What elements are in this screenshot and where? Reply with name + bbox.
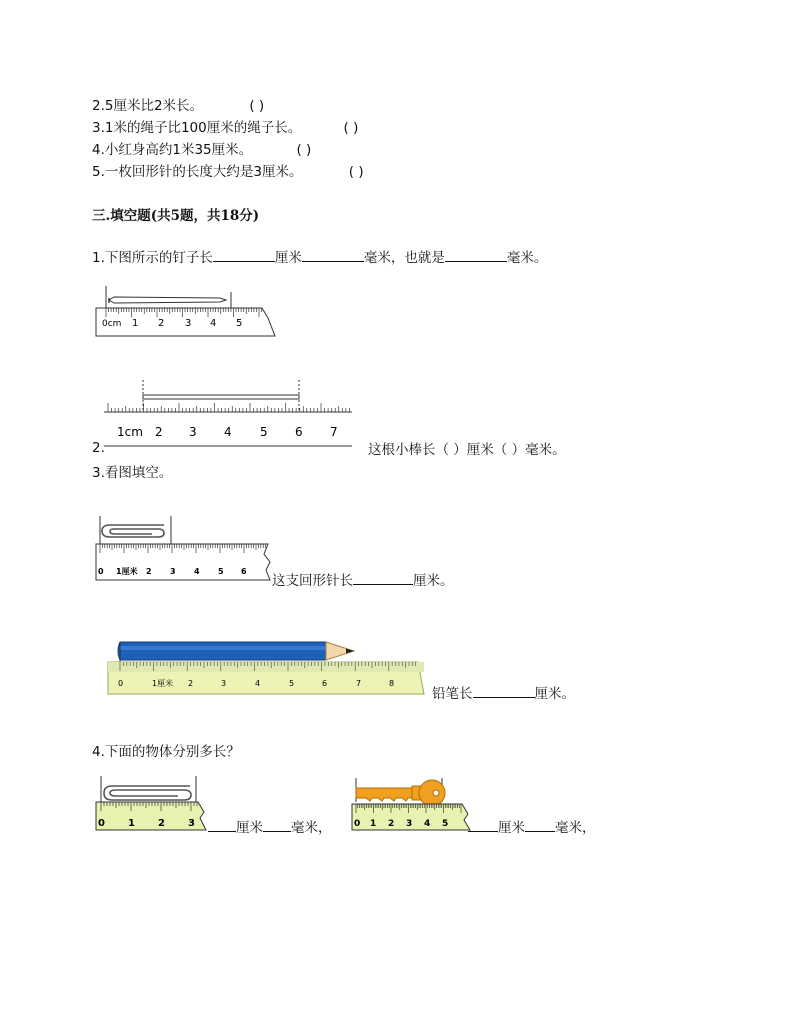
question-4b: 厘米 毫米， [468,816,596,836]
judgement-item-3 [92,116,358,136]
ruler-label: 1 [370,819,377,829]
paper-clip-icon [104,786,191,800]
pencil-icon [118,642,326,660]
ruler-label: 3 [221,679,227,688]
ruler-label: 5 [236,318,243,329]
answer-blank[interactable] [213,247,275,262]
ruler-label: 3 [170,567,176,576]
ruler-label: 1cm [117,425,143,439]
answer-paren[interactable]: ( ) [348,164,364,180]
ruler-label: 3 [406,819,413,829]
ruler-label: 2 [388,819,395,829]
judgement-text: 3.1米的绳子比100厘米的绳子长。 [92,120,302,136]
ruler-label: 4 [255,679,261,688]
answer-blank[interactable] [468,817,498,832]
ruler-label: 2 [158,318,165,329]
ruler-label: 2 [188,679,194,688]
ruler-label: 5 [218,567,224,576]
ruler-label: 1 [132,318,139,329]
question-4a: 厘米 毫米， [208,816,332,836]
ruler-label: 0 [98,567,104,576]
question-2-number: 2. [92,440,105,456]
nail-shape [109,297,226,303]
ruler-label: 5 [260,425,268,439]
answer-paren[interactable]: ( ) [249,98,265,114]
ruler-label: 5 [442,819,449,829]
judgement-text: 2.5厘米比2米长。 [92,98,204,114]
ruler-label: 0 [98,818,105,829]
ruler-label: 4 [424,819,431,829]
judgement-text: 5.一枚回形针的长度大约是3厘米。 [92,164,303,180]
answer-blank[interactable] [208,817,236,832]
judgement-item-2 [92,94,264,114]
stick [143,395,299,399]
ruler-label: 2 [146,567,152,576]
key-icon [356,780,445,806]
ruler-label: 7 [356,679,362,688]
clip-ruler-figure [94,514,272,584]
nail-ruler-figure [92,284,278,340]
section-title: 三.填空题(共5题，共18分) [92,208,260,224]
pencil-question: 铅笔长 厘米。 [432,682,575,702]
ruler-label: 5 [289,679,295,688]
ruler-label: 0 [354,819,361,829]
ruler-label: 0cm [102,319,122,329]
ruler-label: 8 [389,679,395,688]
answer-blank[interactable] [445,247,507,262]
question-1: 1.下图所示的钉子长 厘米 毫米，也就是 毫米。 [92,246,547,266]
ruler-label: 4 [224,425,232,439]
judgement-text: 4.小红身高约1米35厘米。 [92,142,253,158]
answer-blank[interactable] [473,683,535,698]
ruler-label: 6 [322,679,328,688]
ruler-label: 0 [118,679,124,688]
paper-clip-icon [102,525,164,537]
answer-blank[interactable] [263,817,291,832]
answer-blank[interactable] [302,247,364,262]
ruler-label: 1厘米 [116,567,138,576]
ruler-label: 6 [241,567,247,576]
ruler-label: 6 [295,425,303,439]
ruler-label: 4 [194,567,200,576]
ruler-label: 4 [210,318,217,329]
answer-paren[interactable]: ( ) [296,142,312,158]
ruler-label: 2 [158,818,165,829]
answer-blank[interactable] [525,817,555,832]
ruler-label: 3 [185,318,192,329]
question-3-title: 3.看图填空。 [92,465,173,481]
ruler-label: 7 [330,425,338,439]
ruler-label: 2 [155,425,163,439]
ruler-label: 1厘米 [152,679,174,688]
judgement-item-5 [92,160,364,180]
clip-question: 这支回形针长 厘米。 [272,569,454,589]
pencil-ruler-figure [104,638,428,696]
judgement-item-4 [92,138,311,158]
question-2-text: 这根小棒长（ ）厘米（ ）毫米。 [368,442,566,458]
ruler-label: 3 [188,818,195,829]
stick-ruler-figure [100,376,356,448]
question-4-title: 4.下面的物体分别多长？ [92,744,240,760]
answer-blank[interactable] [353,570,413,585]
ruler-label: 3 [189,425,197,439]
clip-ruler-small-figure [94,774,210,834]
key-ruler-figure [350,774,474,834]
ruler-label: 1 [128,818,135,829]
answer-paren[interactable]: ( ) [343,120,359,136]
